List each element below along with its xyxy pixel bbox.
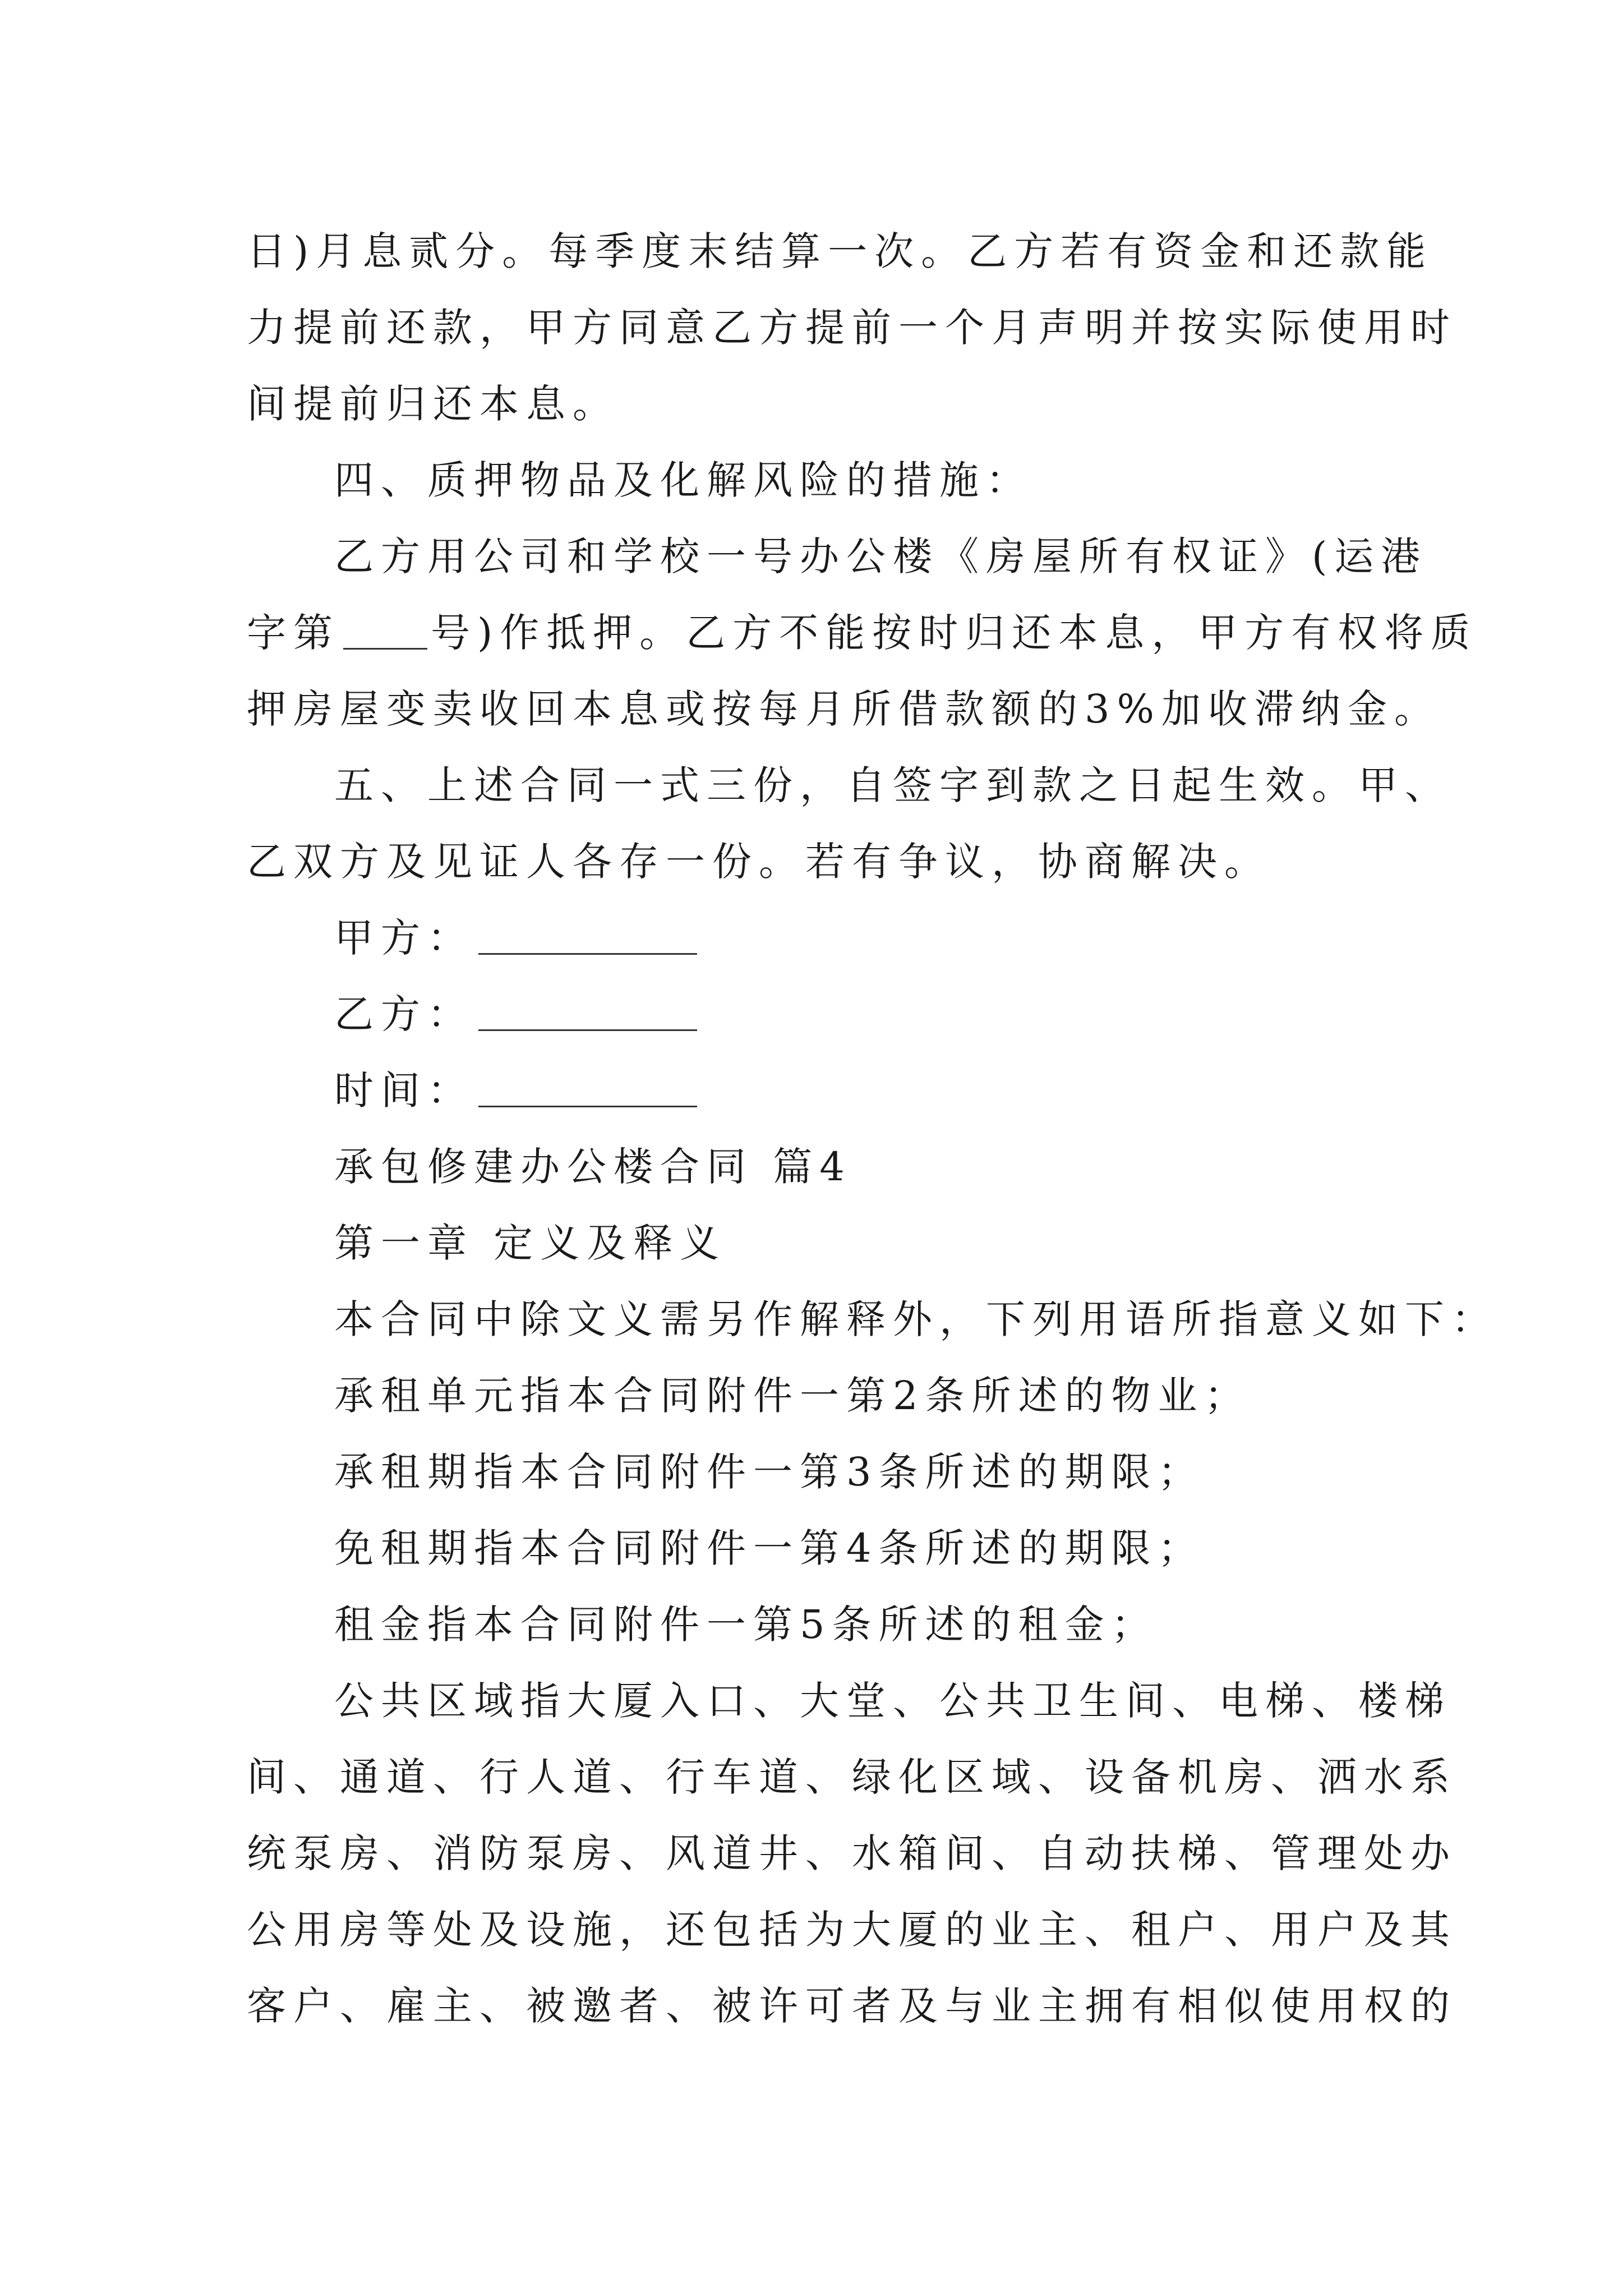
text-line-with-blank (247, 595, 1478, 671)
text-segment: 字第 (247, 610, 340, 656)
document-page (247, 213, 1498, 2044)
text-line: 客户、雇主、被邀者、被许可者及与业主拥有相似使用权的 (247, 1983, 1457, 2029)
text-line: 本合同中除文义需另作解释外，下列用语所指意义如下： (334, 1296, 1498, 1342)
text-line: 统泵房、消防泵房、风道井、水箱间、自动扶梯、管理处办 (247, 1830, 1457, 1876)
definition-item: 租金指本合同附件一第5条所述的租金； (334, 1602, 1158, 1648)
party-b-label: 乙方： (334, 991, 474, 1037)
text-line: 乙方用公司和学校一号办公楼《房屋所有权证》(运港 (334, 533, 1428, 579)
date-signature-line (247, 1052, 1391, 1129)
party-b-blank (478, 996, 697, 1031)
certificate-number-blank (343, 614, 427, 650)
party-a-label: 甲方： (334, 915, 474, 961)
party-a-blank (478, 919, 697, 955)
definition-item: 公共区域指大厦入口、大堂、公共卫生间、电梯、楼梯 (334, 1678, 1451, 1724)
section-heading-5: 五、上述合同一式三份，自签字到款之日起生效。甲、 (334, 762, 1451, 808)
party-a-signature-line (247, 900, 1391, 976)
text-line: 押房屋变卖收回本息或按每月所借款额的3%加收滞纳金。 (247, 686, 1441, 732)
party-b-signature-line (247, 976, 1391, 1052)
text-line: 公用房等处及设施，还包括为大厦的业主、租户、用户及其 (247, 1907, 1457, 1953)
text-line: 日)月息贰分。每季度末结算一次。乙方若有资金和还款能 (247, 228, 1433, 274)
text-segment: 号)作抵押。乙方不能按时归还本息，甲方有权将质 (431, 610, 1478, 656)
section-heading-4: 四、质押物品及化解风险的措施： (334, 457, 1032, 503)
definition-item: 承租单元指本合同附件一第2条所述的物业； (334, 1373, 1251, 1419)
text-line: 乙双方及见证人各存一份。若有争议，协商解决。 (247, 839, 1271, 885)
date-blank (478, 1072, 697, 1107)
text-line: 间提前归还本息。 (247, 381, 619, 427)
date-label: 时间： (334, 1068, 474, 1114)
definition-item: 免租期指本合同附件一第4条所述的期限； (334, 1525, 1205, 1571)
chapter-heading: 第一章 定义及释义 (334, 1220, 727, 1266)
text-line: 间、通道、行人道、行车道、绿化区域、设备机房、洒水系 (247, 1754, 1457, 1800)
definition-item: 承租期指本合同附件一第3条所述的期限； (334, 1449, 1205, 1495)
contract-title: 承包修建办公楼合同 篇4 (334, 1144, 852, 1190)
text-line: 力提前还款，甲方同意乙方提前一个月声明并按实际使用时 (247, 305, 1457, 351)
